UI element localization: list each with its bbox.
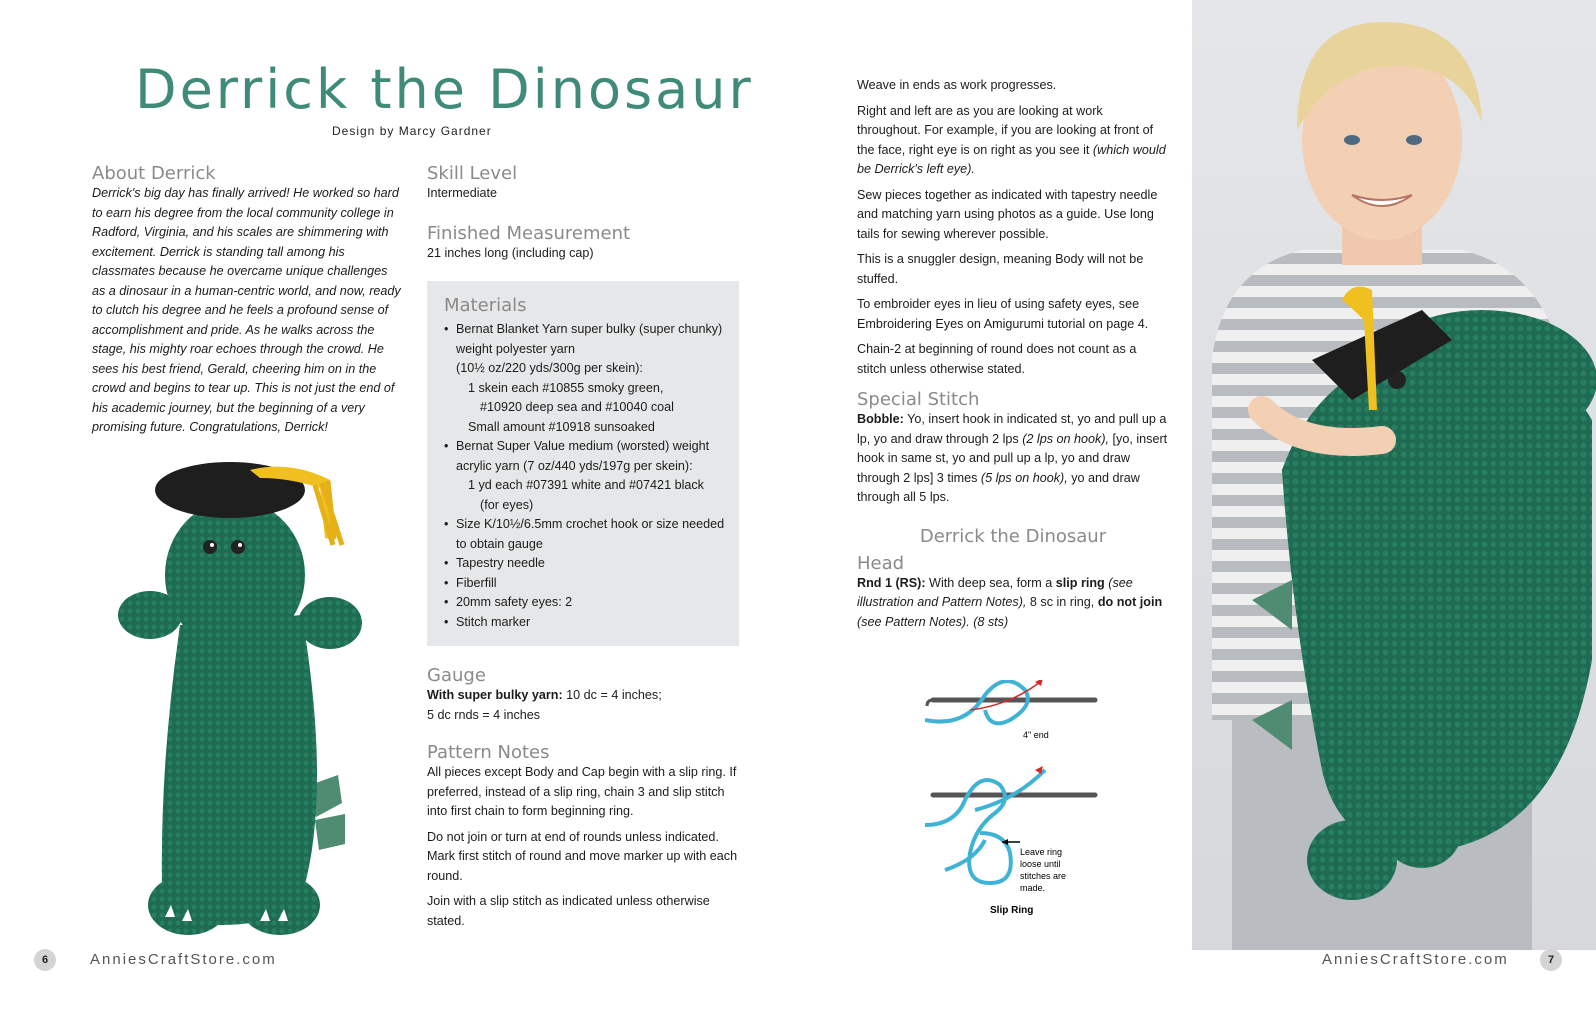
leave-label-3: stitches are [1020,871,1067,881]
instruction-p2-italic: (which would be Derrick's left eye). [857,142,1166,176]
about-heading: About Derrick [92,163,216,184]
material-yarn1-amount: (10½ oz/220 yds/300g per skein): [456,361,643,375]
footer-site-right[interactable]: AnniesCraftStore.com [1322,951,1509,968]
slip-ring-diagram [925,680,1105,940]
pattern-heading: Derrick the Dinosaur [919,525,1107,547]
material-yarn2-colors: 1 yd each #07391 white and #07421 black [468,478,704,492]
page-number-right: 7 [1540,949,1562,971]
list-item: • Tapestry needle [456,554,725,574]
about-text: Derrick's big day has finally arrived! He worked so hard to earn his degree from the local community college in Radford, Virginia, and his scales are shimmering with excitement. Derrick is standing tall among his classmates because he overcame unique challenges as a dinosaur in a human-centric world, and now, ready to clutch his degree and he feels a profound sense of accomplishment and pride. As he walks across the stage, his mighty roar echoes through the crowd. He sees his best friend, Gerald, cheering him on in the crowd and begins to tear up. This is not just the end of his academic journey, but the beginning of a very promising future. Congratulations, Derrick! [92,186,401,434]
instructions-section [857,76,1169,638]
gauge-label: With super bulky yarn: [427,688,563,702]
leave-label-1: Leave ring [1020,847,1063,857]
finished-value: 21 inches long (including cap) [427,245,594,260]
list-item: • Size K/10½/6.5mm crochet hook or size needed to obtain gauge [456,515,725,554]
page-number-left: 6 [34,949,56,971]
material-yarn1-colors2: #10920 deep sea and #10040 coal [480,400,674,414]
page-title: Derrick the Dinosaur [135,58,754,121]
materials-box [427,281,739,646]
about-section [92,163,404,438]
instruction-p4: This is a snuggler design, meaning Body will not be stuffed. [857,252,1144,286]
gauge-notes-section [427,665,747,931]
boy-holding-dinosaur-photo [1192,0,1596,950]
skill-section [427,163,747,263]
rnd1-i2: (see Pattern Notes). (8 sts) [857,614,1009,629]
material-yarn1: Bernat Blanket Yarn super bulky (super chunky) weight polyester yarn [456,322,723,356]
skill-heading: Skill Level [427,163,518,184]
finished-heading: Finished Measurement [427,222,631,244]
diagram-caption: Slip Ring [990,905,1034,916]
head-heading: Head [857,552,905,574]
gauge-text [427,686,747,725]
bobble-t2: [yo, insert hook in same st, yo and pull up a lp, yo and draw through 2 lps] 3 times [857,431,1168,485]
leave-label-4: made. [1020,883,1046,893]
special-stitch-text [857,410,1169,508]
bobble-t3: yo and draw through all 5 lps. [857,470,1140,504]
byline: Design by Marcy Gardner [332,124,492,138]
gauge-value: 10 dc = 4 inches; [562,688,662,702]
rnd1-t2: 8 sc in ring, [1026,595,1098,609]
special-stitch-heading: Special Stitch [857,389,980,410]
material-yarn2: Bernat Super Value medium (worsted) weight acrylic yarn (7 oz/440 yds/197g per skein): [456,439,710,473]
crocheted-dinosaur-photo [110,455,380,945]
end-label: 4" end [1023,730,1049,740]
notes-p1: All pieces except Body and Cap begin with a slip ring. If preferred, instead of a slip ring, chain 3 and slip stitch into first chain to form beginning ring. [427,765,737,818]
rnd1-label: Rnd 1 (RS): [857,575,926,590]
skill-value: Intermediate [427,186,498,200]
materials-list [444,320,725,632]
rnd1-b2: do not join [1097,595,1163,609]
instruction-p2 [857,102,1169,180]
list-item: • 20mm safety eyes: 2 [456,593,725,613]
list-item [456,320,725,437]
rnd1-i1: (see illustration and Pattern Notes), [857,575,1133,609]
list-item [456,437,725,515]
material-yarn1-colors: 1 skein each #10855 smoky green, [468,380,664,395]
material-yarn1-small: Small amount #10918 sunsoaked [468,419,655,434]
bobble-label: Bobble: [857,412,904,426]
instruction-p1: Weave in ends as work progresses. [857,78,1057,92]
notes-heading: Pattern Notes [427,742,550,763]
rnd1-t1: With deep sea, form a [925,575,1056,590]
rnd1-b1: slip ring [1055,575,1105,590]
instruction-p3: Sew pieces together as indicated with tapestry needle and matching yarn using photos as a guide. Use long tails for sewing wherever possible. [857,187,1158,241]
instruction-p6: Chain-2 at beginning of round does not count as a stitch unless otherwise stated. [857,342,1137,376]
instruction-p2-text: Right and left are as you are looking at work throughout. For example, if you are looking at front of the face, right eye is on right as you see it [857,103,1154,157]
bobble-i2: (5 lps on hook), [980,470,1068,485]
bobble-t1: Yo, insert hook in indicated st, yo and pull up a lp, yo and draw through 2 lps [857,412,1167,446]
notes-p2: Do not join or turn at end of rounds unless indicated. Mark first stitch of round and move marker up with each round. [427,829,738,883]
bobble-i1: (2 lps on hook), [1022,431,1110,446]
list-item: • Fiberfill [456,574,725,594]
footer-site-left[interactable]: AnniesCraftStore.com [90,951,277,968]
materials-heading: Materials [444,295,527,316]
list-item: • Stitch marker [456,613,725,633]
rnd1-text [857,574,1169,633]
gauge-heading: Gauge [427,665,486,686]
photo-illustration [1192,0,1596,950]
material-yarn2-colors2: (for eyes) [480,497,534,512]
instruction-p5: To embroider eyes in lieu of using safety eyes, see Embroidering Eyes on Amigurumi tutorial on page 4. [857,297,1149,331]
gauge-value2: 5 dc rnds = 4 inches [427,707,541,722]
leave-label-2: loose until [1020,859,1061,869]
notes-p3: Join with a slip stitch as indicated unless otherwise stated. [427,894,710,928]
